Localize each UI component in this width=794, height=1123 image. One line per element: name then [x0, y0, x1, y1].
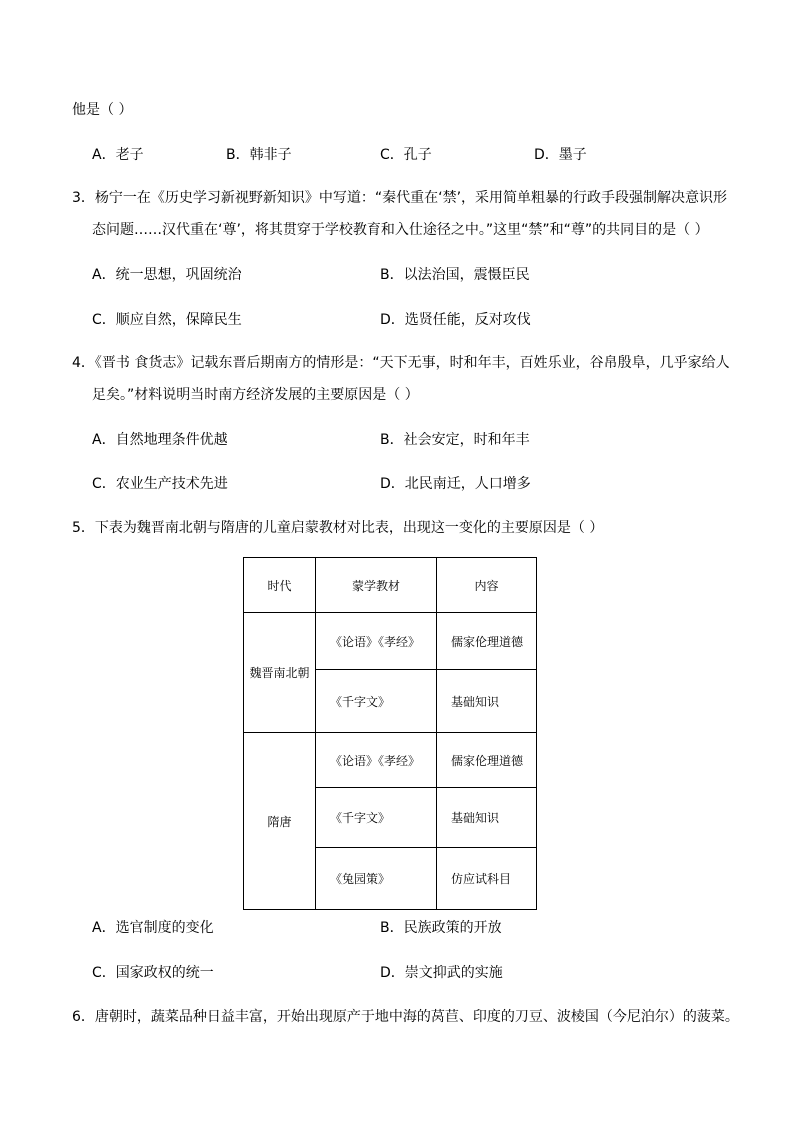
q4-option-a: A．自然地理条件优越 [92, 432, 228, 448]
q5-option-a: A．选官制度的变化 [92, 920, 214, 936]
textbook-cell: 《论语》《孝经》 [316, 733, 437, 788]
q4-stem-line1: 4．《晋书 食货志》记载东晋后期南方的情形是：“天下无事，时和年丰，百姓乐业，谷帛殷阜，几乎家给人 [72, 355, 730, 371]
content-cell: 基础知识 [437, 670, 537, 733]
table-header-era: 时代 [244, 558, 316, 613]
q3-stem-line1: 3．杨宁一在《历史学习新视野新知识》中写道：“秦代重在‘禁’，采用简单粗暴的行政手段强制解决意识形 [72, 190, 728, 206]
q4-option-d: D．北民南迁，人口增多 [380, 476, 531, 492]
q5-stem: 5．下表为魏晋南北朝与隋唐的儿童启蒙教材对比表，出现这一变化的主要原因是（ ） [72, 520, 604, 536]
table-header-content: 内容 [437, 558, 537, 613]
q3-stem-line2: 态问题……汉代重在‘尊’，将其贯穿于学校教育和入仕途径之中。”这里“禁”和“尊”的共同目的是（ ） [92, 222, 709, 238]
q4-stem-line2: 足矣。”材料说明当时南方经济发展的主要原因是（ ） [92, 387, 419, 403]
table-header-row [244, 558, 537, 613]
q2-stem-end: 他是（ ） [72, 102, 133, 118]
content-cell: 仿应试科目 [437, 848, 537, 910]
textbook-cell: 《千字文》 [316, 788, 437, 848]
q6-stem: 6．唐朝时，蔬菜品种日益丰富，开始出现原产于地中海的莴苣、印度的刀豆、波棱国（今尼泊尔）的菠菜。 [72, 1009, 739, 1025]
table-header-textbook: 蒙学教材 [316, 558, 437, 613]
q3-option-b: B．以法治国，震慑臣民 [380, 267, 530, 283]
q2-option-d: D．墨子 [534, 147, 587, 163]
q3-option-c: C．顺应自然，保障民生 [92, 312, 242, 328]
table-row [244, 613, 537, 670]
table-row [244, 733, 537, 788]
content-cell: 儒家伦理道德 [437, 733, 537, 788]
q2-option-c: C．孔子 [380, 147, 432, 163]
q4-option-c: C．农业生产技术先进 [92, 476, 228, 492]
comparison-table [243, 557, 537, 910]
textbook-cell: 《论语》《孝经》 [316, 613, 437, 670]
q5-option-b: B．民族政策的开放 [380, 920, 502, 936]
q3-option-d: D．选贤任能，反对攻伐 [380, 312, 531, 328]
q2-option-b: B．韩非子 [226, 147, 292, 163]
content-cell: 儒家伦理道德 [437, 613, 537, 670]
q5-option-d: D．崇文抑武的实施 [380, 965, 503, 981]
q4-option-b: B．社会安定，时和年丰 [380, 432, 530, 448]
textbook-cell: 《兔园策》 [316, 848, 437, 910]
q3-option-a: A．统一思想，巩固统治 [92, 267, 242, 283]
era-cell-suitang: 隋唐 [244, 733, 316, 910]
q2-option-a: A．老子 [92, 147, 144, 163]
content-cell: 基础知识 [437, 788, 537, 848]
textbook-cell: 《千字文》 [316, 670, 437, 733]
q5-option-c: C．国家政权的统一 [92, 965, 214, 981]
era-cell-weijin: 魏晋南北朝 [244, 613, 316, 733]
